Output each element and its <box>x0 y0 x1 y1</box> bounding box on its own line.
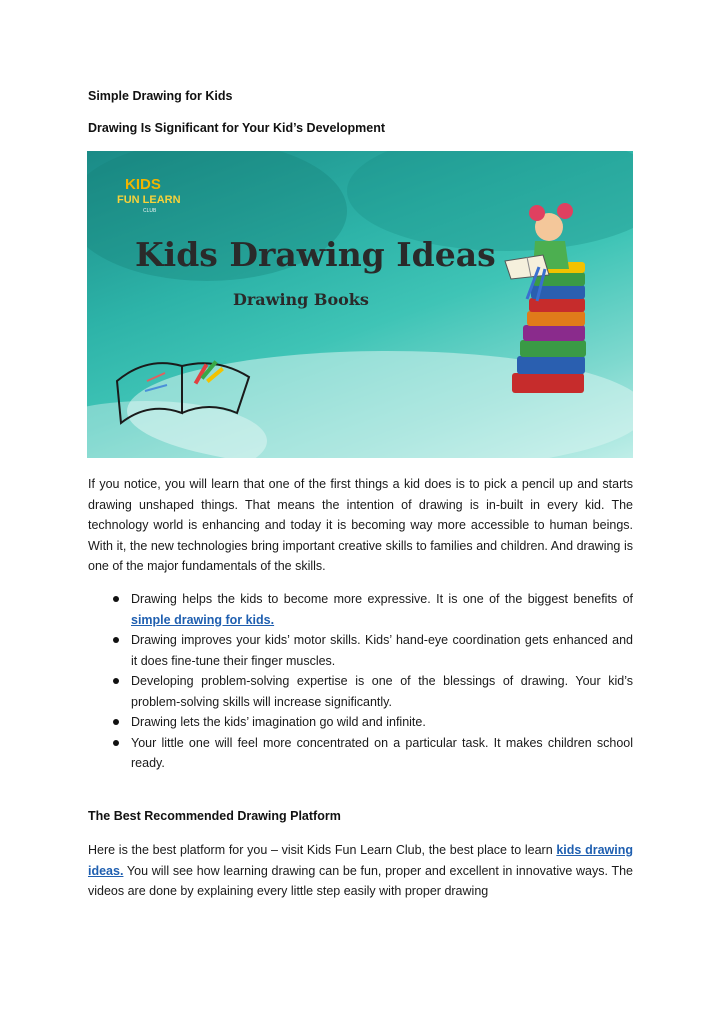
hero-headline: Kids Drawing Ideas <box>135 235 496 274</box>
logo-line1: KIDS <box>125 176 161 193</box>
list-item-text: Drawing helps the kids to become more expressive. It is one of the biggest benefits of <box>131 592 633 606</box>
bullet-icon <box>113 740 119 746</box>
bullet-icon <box>113 678 119 684</box>
intro-paragraph: If you notice, you will learn that one of the first things a kid does is to pick a pencil up and starts drawing unshaped things. That means the intention of drawing is in-built in every kid. The technology world is enhancing and today it is becoming way more accessible to human beings. With it, the new technologies bring important creative skills to families and children. And drawing is one of the major fundamentals of the skills. <box>88 477 633 573</box>
list-item <box>88 589 633 630</box>
list-item <box>88 630 633 671</box>
bullet-icon <box>113 719 119 725</box>
list-item <box>88 712 633 733</box>
list-item <box>88 671 633 712</box>
section-heading: The Best Recommended Drawing Platform <box>88 809 341 823</box>
platform-paragraph <box>88 840 633 902</box>
book-stack-illustration <box>512 262 586 393</box>
list-item <box>88 733 633 774</box>
platform-text-after: You will see how learning drawing can be fun, proper and excellent in innovative ways. The videos are done by explaining every little step easily with proper drawing <box>88 863 633 898</box>
hero-subheadline: Drawing Books <box>233 290 369 309</box>
benefits-list <box>88 589 633 774</box>
platform-text-before: Here is the best platform for you – visit Kids Fun Learn Club, the best place to learn <box>88 843 557 857</box>
list-item-text: Drawing lets the kids’ imagination go wild and infinite. <box>131 715 426 729</box>
list-item-text: Drawing improves your kids’ motor skills. Kids’ hand-eye coordination gets enhanced and it does fine-tune their finger muscles. <box>131 633 633 668</box>
logo-line2: FUN LEARN <box>117 194 181 206</box>
simple-drawing-link[interactable]: simple drawing for kids. <box>131 612 275 627</box>
list-item-text: Your little one will feel more concentrated on a particular task. It makes children school ready. <box>131 735 633 770</box>
document-subtitle: Drawing Is Significant for Your Kid’s Development <box>88 121 386 135</box>
bullet-icon <box>113 637 119 643</box>
kids-drawing-ideas-link[interactable]: kids drawing ideas. <box>88 843 633 878</box>
hero-image <box>87 151 633 458</box>
logo-line3: CLUB <box>143 208 157 214</box>
list-item-text: Developing problem-solving expertise is one of the blessings of drawing. Your kid’s problem-solving skills will increase significantly. <box>131 674 633 709</box>
bullet-icon <box>113 596 119 602</box>
document-title: Simple Drawing for Kids <box>88 89 233 103</box>
hero-illustration <box>87 151 633 458</box>
